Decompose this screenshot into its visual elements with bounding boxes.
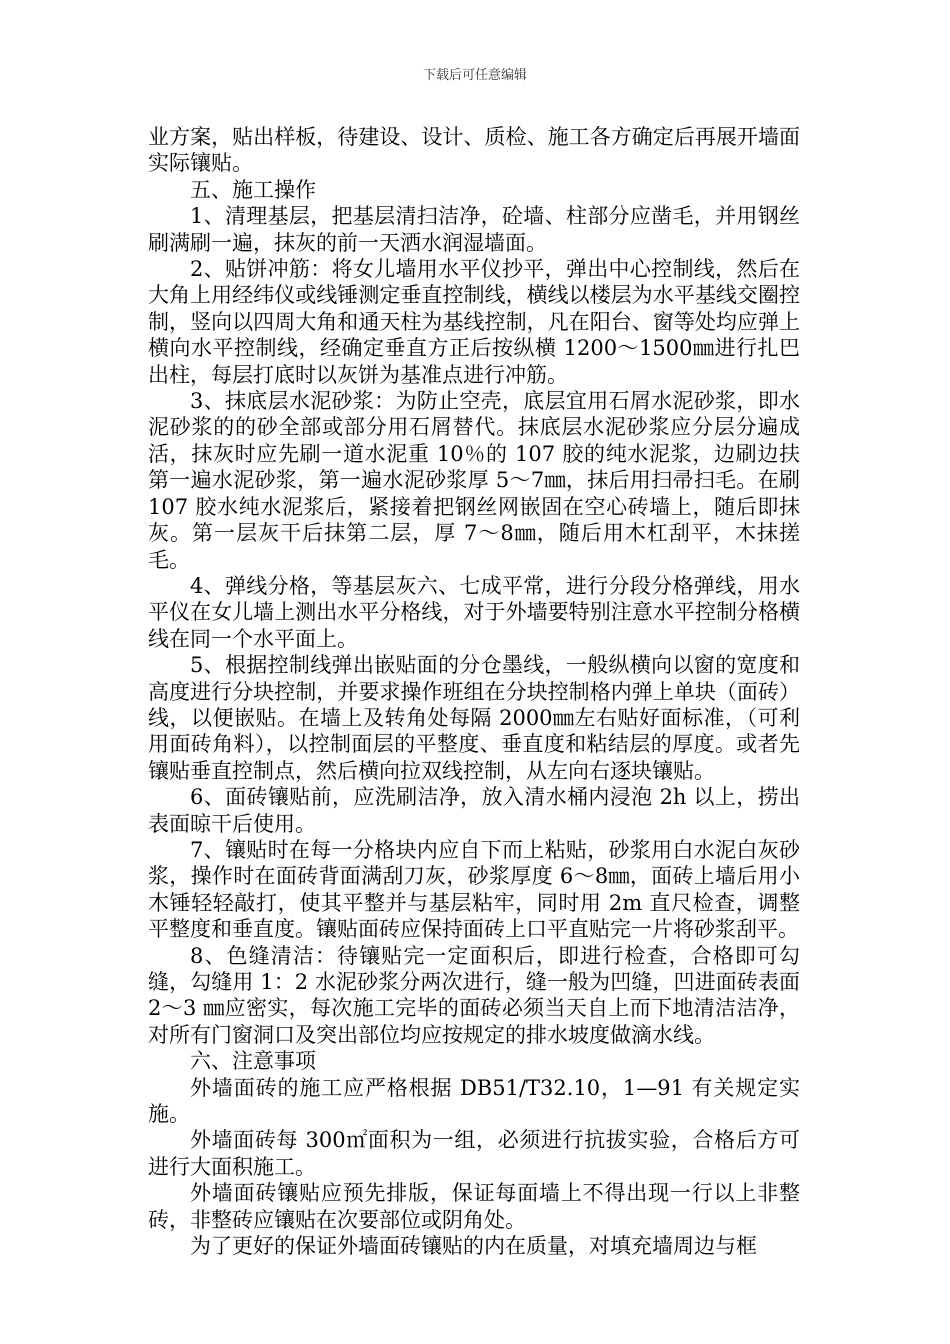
paragraph: 5、根据控制线弹出嵌贴面的分仓墨线，一般纵横向以窗的宽度和高度进行分块控制，并要求操作班组在分块控制格内弹上单块（面砖）线，以便嵌贴。在墙上及转角处每隔 2000㎜左右贴好面标准，（可利用面砖角料），以控制面层的平整度、垂直度和粘结层的厚度。或者先镶贴垂直控制点，然后横向拉双线控制，从左向右逐块镶贴。 [148, 653, 800, 783]
paragraph: 外墙面砖的施工应严格根据 DB51/T32.10，1—91 有关规定实施。 [148, 1075, 800, 1127]
paragraph: 为了更好的保证外墙面砖镶贴的内在质量，对填充墙周边与框 [190, 1234, 757, 1259]
header-note: 下载后可任意编辑 [422, 68, 527, 83]
paragraph: 7、镶贴时在每一分格块内应自下而上粘贴，砂浆用白水泥白灰砂浆，操作时在面砖背面满刮刀灰，砂浆厚度 6～8㎜，面砖上墙后用小木锤轻轻敲打，使其平整并与基层粘牢，同时用 2m 直尺检查，调整平整度和垂直度。镶贴面砖应保持面砖上口平直贴完一片将砂浆刮平。 [148, 837, 800, 942]
paragraph: 3、抹底层水泥砂浆：为防止空壳，底层宜用石屑水泥砂浆，即水泥砂浆的的砂全部或部分用石屑替代。抹底层水泥砂浆应分层分遍成活，抹灰时应先刷一道水泥重 10％的 107 胶的纯水泥浆，边刷边扶第一遍水泥砂浆，第一遍水泥砂浆厚 5～7㎜，抹后用扫帚扫毛。在刷 107 胶水纯水泥浆后，紧接着把钢丝网嵌固在空心砖墙上，随后即抹灰。第一层灰干后抹第二层，厚 7～8㎜，随后用木杠刮平，木抹搓毛。 [148, 389, 800, 572]
paragraph: 外墙面砖镶贴应预先排版，保证每面墙上不得出现一行以上非整砖，非整砖应镶贴在次要部位或阴角处。 [148, 1181, 800, 1232]
paragraph: 五、施工操作 [190, 177, 316, 202]
paragraph: 1、清理基层，把基层清扫洁净，砼墙、柱部分应凿毛，并用钢丝刷满刷一遍，抹灰的前一天洒水润湿墙面。 [148, 204, 800, 255]
paragraph: 六、注意事项 [190, 1049, 316, 1074]
paragraph: 4、弹线分格，等基层灰六、七成平常，进行分段分格弹线，用水平仪在女儿墙上测出水平分格线，对于外墙要特别注意水平控制分格横线在同一个水平面上。 [148, 573, 800, 651]
paragraph: 外墙面砖每 300㎡面积为一组，必须进行抗拔实验，合格后方可进行大面积施工。 [148, 1128, 800, 1179]
paragraph: 8、色缝清洁：待镶贴完一定面积后，即进行检查，合格即可勾缝，勾缝用 1：2 水泥砂浆分两次进行，缝一般为凹缝，凹进面砖表面 2～3 ㎜应密实，每次施工完毕的面砖必须当天自上而下地清洁洁净，对所有门窗洞口及突出部位均应按规定的排水坡度做滴水线。 [148, 943, 800, 1047]
paragraph: 6、面砖镶贴前，应洗刷洁净，放入清水桶内浸泡 2h 以上，捞出表面晾干后使用。 [148, 785, 800, 836]
document-body [148, 124, 800, 1259]
paragraph: 业方案，贴出样板，待建设、设计、质检、施工各方确定后再展开墙面实际镶贴。 [148, 125, 800, 176]
paragraph: 2、贴饼冲筋：将女儿墙用水平仪抄平，弹出中心控制线，然后在大角上用经纬仪或线锤测定垂直控制线，横线以楼层为水平基线交圈控制，竖向以四周大角和通天柱为基线控制，凡在阳台、窗等处均应弹上横向水平控制线，经确定垂直方正后按纵横 1200～1500㎜进行扎巴出柱，每层打底时以灰饼为基准点进行冲筋。 [148, 257, 800, 387]
